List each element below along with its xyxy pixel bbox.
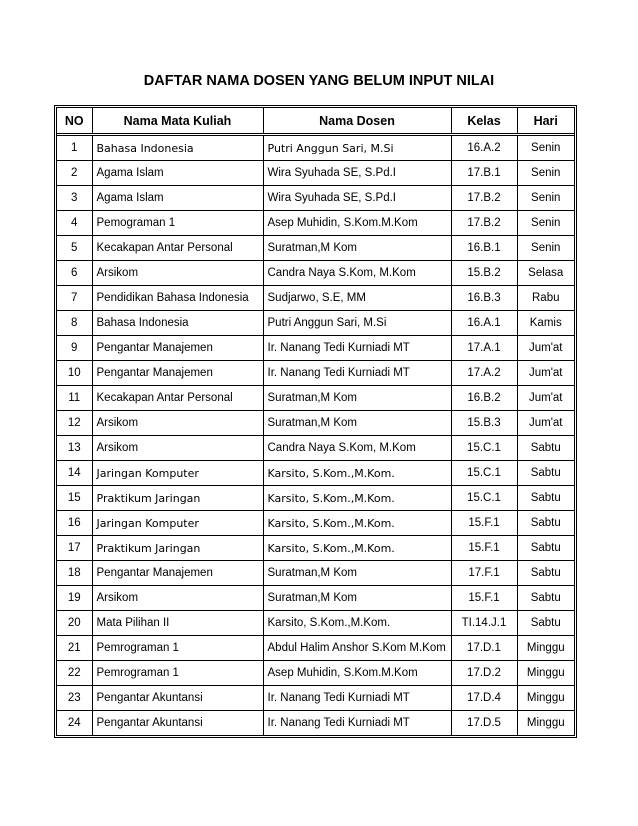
- table-row: [57, 336, 574, 361]
- cell-class: 15.F.1: [451, 536, 517, 561]
- header-row: [57, 108, 574, 135]
- cell-class: 17.A.2: [451, 361, 517, 386]
- cell-course: Jaringan Komputer: [92, 461, 263, 486]
- cell-lecturer: Suratman,M Kom: [263, 386, 451, 411]
- cell-lecturer: Karsito, S.Kom.,M.Kom.: [263, 486, 451, 511]
- page-title: DAFTAR NAMA DOSEN YANG BELUM INPUT NILAI: [143, 73, 495, 89]
- table-row: [57, 636, 574, 661]
- cell-day: Sabtu: [517, 611, 574, 636]
- cell-course: Pengantar Manajemen: [92, 336, 263, 361]
- table-header: [57, 108, 574, 135]
- cell-course: Pengantar Akuntansi: [92, 711, 263, 736]
- cell-lecturer: Asep Muhidin, S.Kom.M.Kom: [263, 661, 451, 686]
- cell-class: TI.14.J.1: [451, 611, 517, 636]
- cell-day: Selasa: [517, 261, 574, 286]
- table-row: [57, 611, 574, 636]
- cell-course: Praktikum Jaringan: [92, 536, 263, 561]
- table-row: [57, 561, 574, 586]
- cell-day: Minggu: [517, 711, 574, 736]
- cell-no: 12: [57, 411, 92, 436]
- cell-course: Agama Islam: [92, 186, 263, 211]
- cell-no: 18: [57, 561, 92, 586]
- table-row: [57, 186, 574, 211]
- cell-class: 17.B.2: [451, 211, 517, 236]
- cell-course: Arsikom: [92, 411, 263, 436]
- table-row: [57, 586, 574, 611]
- cell-lecturer: Putri Anggun Sari, M.Si: [263, 135, 451, 161]
- table-row: [57, 661, 574, 686]
- cell-day: Minggu: [517, 661, 574, 686]
- table-row: [57, 461, 574, 486]
- cell-day: Sabtu: [517, 461, 574, 486]
- cell-day: Senin: [517, 211, 574, 236]
- cell-lecturer: Ir. Nanang Tedi Kurniadi MT: [263, 711, 451, 736]
- cell-lecturer: Sudjarwo, S.E, MM: [263, 286, 451, 311]
- cell-class: 16.B.2: [451, 386, 517, 411]
- cell-lecturer: Karsito, S.Kom.,M.Kom.: [263, 461, 451, 486]
- cell-class: 17.A.1: [451, 336, 517, 361]
- cell-course: Bahasa Indonesia: [92, 135, 263, 161]
- cell-class: 16.B.3: [451, 286, 517, 311]
- cell-class: 17.F.1: [451, 561, 517, 586]
- header-day: Hari: [517, 108, 574, 135]
- header-class: Kelas: [451, 108, 517, 135]
- cell-no: 2: [57, 161, 92, 186]
- table-row: [57, 261, 574, 286]
- cell-class: 17.B.2: [451, 186, 517, 211]
- cell-day: Rabu: [517, 286, 574, 311]
- cell-no: 10: [57, 361, 92, 386]
- cell-class: 15.C.1: [451, 436, 517, 461]
- cell-lecturer: Asep Muhidin, S.Kom.M.Kom: [263, 211, 451, 236]
- cell-class: 15.F.1: [451, 586, 517, 611]
- cell-day: Sabtu: [517, 586, 574, 611]
- cell-no: 7: [57, 286, 92, 311]
- cell-no: 14: [57, 461, 92, 486]
- cell-course: Kecakapan Antar Personal: [92, 236, 263, 261]
- cell-no: 15: [57, 486, 92, 511]
- cell-course: Jaringan Komputer: [92, 511, 263, 536]
- cell-course: Arsikom: [92, 586, 263, 611]
- table-row: [57, 386, 574, 411]
- cell-no: 9: [57, 336, 92, 361]
- table-row: [57, 486, 574, 511]
- table-row: [57, 436, 574, 461]
- cell-class: 16.A.1: [451, 311, 517, 336]
- cell-day: Jum'at: [517, 386, 574, 411]
- cell-lecturer: Karsito, S.Kom.,M.Kom.: [263, 511, 451, 536]
- cell-class: 15.B.3: [451, 411, 517, 436]
- cell-no: 21: [57, 636, 92, 661]
- cell-no: 20: [57, 611, 92, 636]
- cell-day: Jum'at: [517, 336, 574, 361]
- table-row: [57, 361, 574, 386]
- header-lecturer: Nama Dosen: [263, 108, 451, 135]
- table-row: [57, 536, 574, 561]
- table-row: [57, 711, 574, 736]
- cell-course: Pengantar Akuntansi: [92, 686, 263, 711]
- cell-class: 15.F.1: [451, 511, 517, 536]
- cell-lecturer: Suratman,M Kom: [263, 411, 451, 436]
- cell-no: 22: [57, 661, 92, 686]
- cell-course: Pengantar Manajemen: [92, 361, 263, 386]
- cell-lecturer: Ir. Nanang Tedi Kurniadi MT: [263, 336, 451, 361]
- cell-day: Sabtu: [517, 536, 574, 561]
- table-row: [57, 135, 574, 161]
- cell-no: 8: [57, 311, 92, 336]
- table-body: [57, 135, 574, 736]
- cell-lecturer: Ir. Nanang Tedi Kurniadi MT: [263, 361, 451, 386]
- header-no: NO: [57, 108, 92, 135]
- cell-class: 17.D.4: [451, 686, 517, 711]
- cell-lecturer: Suratman,M Kom: [263, 586, 451, 611]
- table-row: [57, 211, 574, 236]
- cell-course: Pemograman 1: [92, 211, 263, 236]
- cell-class: 17.D.2: [451, 661, 517, 686]
- cell-class: 17.D.1: [451, 636, 517, 661]
- cell-day: Senin: [517, 186, 574, 211]
- cell-day: Sabtu: [517, 511, 574, 536]
- cell-no: 5: [57, 236, 92, 261]
- cell-course: Praktikum Jaringan: [92, 486, 263, 511]
- cell-no: 3: [57, 186, 92, 211]
- cell-no: 16: [57, 511, 92, 536]
- table-row: [57, 686, 574, 711]
- cell-no: 17: [57, 536, 92, 561]
- cell-lecturer: Karsito, S.Kom.,M.Kom.: [263, 536, 451, 561]
- cell-lecturer: Abdul Halim Anshor S.Kom M.Kom: [263, 636, 451, 661]
- cell-lecturer: Putri Anggun Sari, M.Si: [263, 311, 451, 336]
- table-row: [57, 411, 574, 436]
- table-row: [57, 286, 574, 311]
- cell-lecturer: Candra Naya S.Kom, M.Kom: [263, 436, 451, 461]
- cell-course: Arsikom: [92, 436, 263, 461]
- cell-lecturer: Karsito, S.Kom.,M.Kom.: [263, 611, 451, 636]
- cell-day: Sabtu: [517, 436, 574, 461]
- cell-no: 11: [57, 386, 92, 411]
- cell-lecturer: Suratman,M Kom: [263, 561, 451, 586]
- cell-course: Mata Pilihan II: [92, 611, 263, 636]
- cell-lecturer: Ir. Nanang Tedi Kurniadi MT: [263, 686, 451, 711]
- cell-no: 4: [57, 211, 92, 236]
- lecturer-table: [57, 108, 574, 735]
- cell-course: Pendidikan Bahasa Indonesia: [92, 286, 263, 311]
- cell-class: 15.C.1: [451, 461, 517, 486]
- cell-no: 6: [57, 261, 92, 286]
- cell-day: Sabtu: [517, 561, 574, 586]
- cell-class: 16.A.2: [451, 135, 517, 161]
- cell-lecturer: Wira Syuhada SE, S.Pd.I: [263, 161, 451, 186]
- cell-course: Pemrograman 1: [92, 661, 263, 686]
- cell-day: Jum'at: [517, 361, 574, 386]
- cell-day: Sabtu: [517, 486, 574, 511]
- cell-lecturer: Wira Syuhada SE, S.Pd.I: [263, 186, 451, 211]
- cell-course: Kecakapan Antar Personal: [92, 386, 263, 411]
- cell-class: 17.D.5: [451, 711, 517, 736]
- cell-day: Kamis: [517, 311, 574, 336]
- cell-day: Jum'at: [517, 411, 574, 436]
- cell-course: Pengantar Manajemen: [92, 561, 263, 586]
- cell-class: 17.B.1: [451, 161, 517, 186]
- table-row: [57, 311, 574, 336]
- cell-no: 24: [57, 711, 92, 736]
- cell-day: Senin: [517, 236, 574, 261]
- cell-course: Agama Islam: [92, 161, 263, 186]
- table-row: [57, 236, 574, 261]
- cell-no: 19: [57, 586, 92, 611]
- cell-no: 1: [57, 135, 92, 161]
- cell-day: Senin: [517, 135, 574, 161]
- cell-day: Minggu: [517, 686, 574, 711]
- cell-day: Minggu: [517, 636, 574, 661]
- cell-course: Arsikom: [92, 261, 263, 286]
- cell-lecturer: Suratman,M Kom: [263, 236, 451, 261]
- cell-day: Senin: [517, 161, 574, 186]
- table-row: [57, 511, 574, 536]
- table-row: [57, 161, 574, 186]
- cell-class: 16.B.1: [451, 236, 517, 261]
- cell-course: Pemrograman 1: [92, 636, 263, 661]
- header-course: Nama Mata Kuliah: [92, 108, 263, 135]
- cell-no: 13: [57, 436, 92, 461]
- lecturer-table-frame: [54, 105, 577, 738]
- cell-no: 23: [57, 686, 92, 711]
- cell-class: 15.B.2: [451, 261, 517, 286]
- cell-course: Bahasa Indonesia: [92, 311, 263, 336]
- cell-lecturer: Candra Naya S.Kom, M.Kom: [263, 261, 451, 286]
- cell-class: 15.C.1: [451, 486, 517, 511]
